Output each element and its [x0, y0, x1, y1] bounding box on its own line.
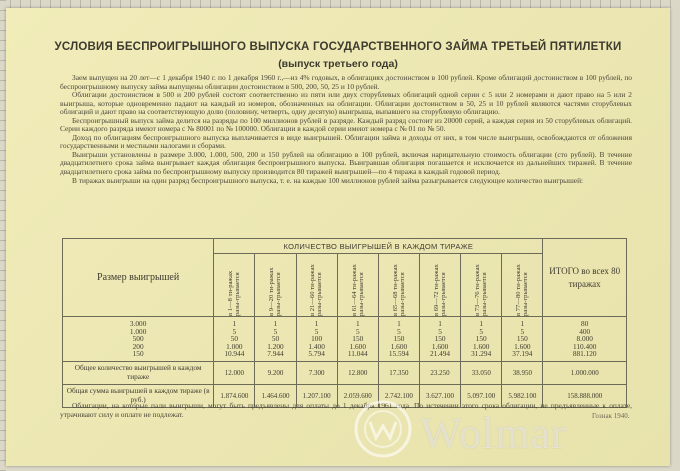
document-title: УСЛОВИЯ БЕСПРОИГРЫШНОГО ВЫПУСКА ГОСУДАРСТВЕННОГО ЗАЙМА ТРЕТЬЕЙ ПЯТИЛЕТКИ — [54, 41, 622, 53]
draw-column-header: в 73—76 ти-ражах разы-грывается — [473, 264, 489, 316]
sum-cell: 3.627.100 — [419, 384, 460, 407]
draw-column-header: в 69—72 ти-ражах разы-грывается — [432, 264, 448, 316]
sum-cell: 2.059.600 — [337, 384, 378, 407]
count-label: Общее количество выигрышей в каждом тираже — [63, 361, 214, 384]
winnings-table — [62, 238, 627, 408]
count-total: 1.000.000 — [543, 361, 627, 384]
count-cell: 38.950 — [502, 361, 543, 384]
draw-values-cell: 1 5 150 1.600 15.594 — [378, 317, 419, 362]
winnings-values-row — [63, 317, 627, 362]
terms-text — [60, 74, 632, 185]
paragraph: Облигации достоинством в 500 и 200 рублей состоят соответственно из пяти или двух сторублевых облигаций одной серии с 5 или 2 номерами и дают право на 5 или 2 выигрыша, которые одновременно падают на каждый из номеров, обозначенных на облигации. Облигации достоинством в 50, 25 и 10 рублей являются частями сторублевых облигаций и дают право на соответствующую долю (половину, четверть, одну десятую) выигрыша, выпавшего на сторублевую облигацию. — [60, 90, 632, 117]
draw-values-cell: 1 5 150 1.600 11.044 — [337, 317, 378, 362]
draw-values-cell: 1 5 150 1.600 37.194 — [502, 317, 543, 362]
draw-column-header: в 65—68 ти-ражах разы-грывается — [391, 264, 406, 316]
size-cell: 3.000 1.000 500 200 150 — [63, 317, 214, 362]
scan-ruler-top — [0, 0, 680, 8]
total-values-cell: 80 400 8.000 110.400 881.120 — [543, 317, 627, 362]
paragraph: Беспроигрышный выпуск займа делится на разряды по 100 миллионов рублей в разряде. Каждый разряд состоит из 20000 серий, а каждая серия из 50 сторублевых облигаций. Серии каждого разряда имеют номера с № 80001 по № 100000. Облигации в каждой серии имеют номера с № 01 по № 50. — [60, 115, 632, 134]
paragraph: В тиражах выигрыши на один разряд беспроигрышного выпуска, т. е. на каждые 100 миллионов рублей займа разыгрывается следующее количество выигрышей: — [72, 175, 584, 185]
sum-cell: 5.097.100 — [461, 384, 502, 407]
draw-column-header: в 77—80 ти-ражах разы-грывается — [515, 264, 530, 316]
count-cell: 12.000 — [214, 361, 255, 384]
group-header: КОЛИЧЕСТВО ВЫИГРЫШЕЙ В КАЖДОМ ТИРАЖЕ — [214, 239, 543, 254]
paragraph: Доход по облигациям беспроигрышного выпуска выплачивается в виде выигрышей. Облигации займа и доходы от них, в том числе выигрыши, освобождаются от обложения государственными и местными налогами и сборами. — [60, 132, 632, 151]
draw-column-header: в 1—8 ти-ражах разы-грывается — [227, 270, 242, 316]
count-cell: 9.200 — [255, 361, 296, 384]
sum-total: 158.888.000 — [543, 384, 627, 407]
paragraph: Выигрыши установлены в размере 3.000, 1.000, 500, 200 и 150 рублей на облигацию в 100 рублей, включая нарицательную стоимость облигации (сто рублей). В течение двадцатилетнего срока займа выигрывает каждая облигация беспроигрышного выпуска. Выигравшая облигация погашается и исключается из дальнейших тиражей. В течение двадцатилетнего срока займа по беспроигрышному выпуску производится 80 тиражей выигрышей—по 4 тиража в каждый годовой период. — [60, 149, 632, 177]
footer-paragraph: Облигации, на которые пали выигрыши, могут быть предъявлены для оплаты до 1 декабря 1961 года. По истечении этого срока облигации, не предъявленные к оплате, утрачивают силу и оплате не подлежат. — [60, 401, 632, 419]
draw-column-header: в 9—20 ти-ражах разы-грывается — [268, 267, 283, 316]
sum-label: Общая сумма выигрышей в каждом тираже (в руб.) — [63, 384, 214, 407]
size-header: Размер выигрышей — [63, 239, 214, 317]
paragraph: Заем выпущен на 20 лет—с 1 декабря 1940 г. по 1 декабря 1960 г.,—из 4% годовых, в облигациях достоинством в 100 рублей. Кроме облигаций достоинством в 100 рублей, по беспроигрышному выпуску займа выпущены облигации достоинством в 500, 200, 50, 25 и 10 рублей. — [60, 73, 632, 91]
draw-values-cell: 1 5 50 1.000 10.944 — [214, 317, 255, 362]
count-cell: 12.800 — [337, 361, 378, 384]
document-subtitle: (выпуск третьего года) — [278, 58, 398, 70]
draw-values-cell: 1 5 150 1.600 21.494 — [419, 317, 460, 362]
watermark: Wolmar — [420, 409, 567, 458]
sum-cell: 2.742.100 — [378, 384, 419, 407]
total-header: ИТОГО во всех 80 тиражах — [543, 239, 627, 317]
printer-mark: Гознак 1940. — [592, 412, 630, 420]
draw-column-header: в 21—60 ти-ражах разы-грывается — [309, 264, 324, 316]
count-cell: 17.350 — [378, 361, 419, 384]
draw-values-cell: 1 5 100 1.400 5.794 — [296, 317, 337, 362]
sum-cell: 1.464.600 — [255, 384, 296, 407]
count-row — [63, 361, 627, 384]
draw-values-cell: 1 5 50 1.200 7.944 — [255, 317, 296, 362]
count-cell: 7.300 — [296, 361, 337, 384]
sum-cell: 1.874.600 — [214, 384, 255, 407]
watermark-logo-icon — [352, 398, 414, 460]
sum-cell: 5.982.100 — [502, 384, 543, 407]
count-cell: 23.250 — [419, 361, 460, 384]
sum-cell: 1.207.100 — [296, 384, 337, 407]
draw-column-header: в 61—64 ти-ражах разы-грывается — [350, 264, 365, 316]
document-sheet — [6, 8, 670, 466]
draw-values-cell: 1 5 150 1.600 31.294 — [461, 317, 502, 362]
count-cell: 33.050 — [461, 361, 502, 384]
